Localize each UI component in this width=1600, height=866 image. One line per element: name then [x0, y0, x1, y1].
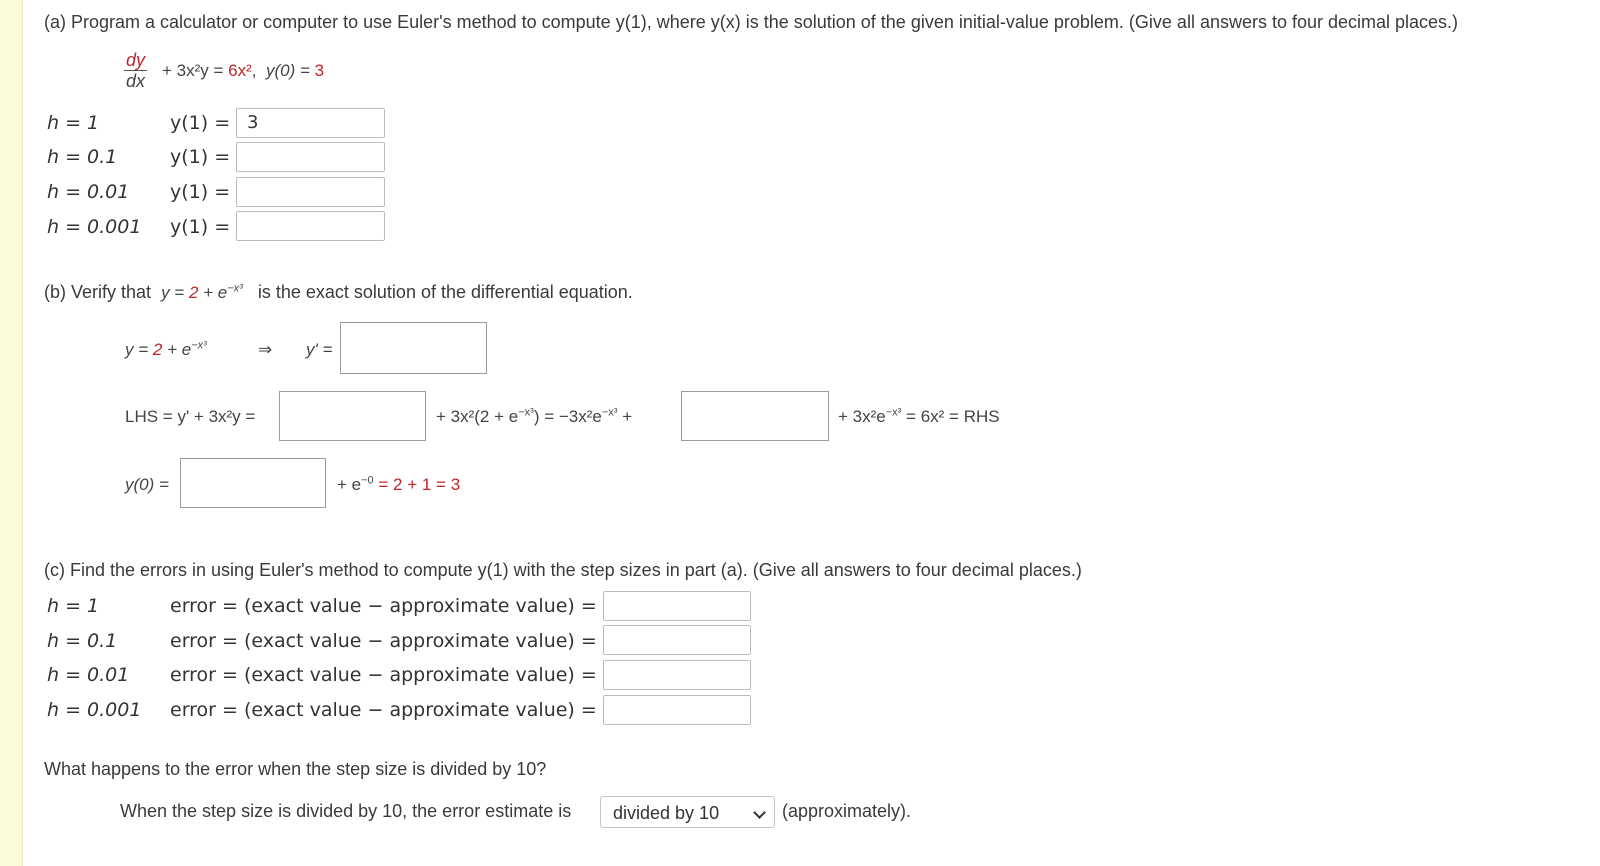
ode-equation: + 3x²y = 6x², y(0) = 3	[162, 61, 325, 80]
step-h1-label: h = 1	[47, 595, 100, 617]
step-h001-label: h = 0.01	[47, 181, 130, 203]
ode-rhs: 6x²	[228, 61, 252, 80]
y1-label: y(1) =	[170, 146, 231, 168]
fraction-denominator: dx	[126, 71, 146, 91]
error-answer-h1[interactable]	[603, 591, 751, 621]
chevron-down-icon	[753, 806, 766, 819]
lhs-middle-expression: + $3x^2(2 + e^{-x^3}) = -3x^2e^{-x^3}$ +	[436, 406, 633, 426]
y0-tail-expression: + $e^{-0} = 2 + 1 = 3$	[337, 474, 461, 494]
lhs-box-1[interactable]	[279, 391, 426, 441]
y0-answer-box[interactable]	[180, 458, 326, 508]
error-formula-label: error = (exact value − approximate value) =	[170, 664, 597, 686]
dy-dx-fraction	[124, 50, 147, 91]
part-b-question: (b) Verify that $y = 2 + e^{-x^3}$ is the exact solution of the differential equation.	[44, 282, 633, 302]
euler-answer-h01[interactable]	[236, 142, 385, 172]
step-h01-label: h = 0.1	[47, 146, 118, 168]
step-h0001-label: h = 0.001	[47, 699, 142, 721]
y1-label: y(1) =	[170, 181, 231, 203]
y0-label: y(0) =	[125, 475, 169, 494]
error-formula-label: error = (exact value − approximate value) =	[170, 595, 597, 617]
error-sentence-start: When the step size is divided by 10, the error estimate is	[120, 801, 572, 821]
exact-solution: $y = 2 + e^{-x^3}$	[161, 282, 243, 302]
error-answer-h001[interactable]	[603, 660, 751, 690]
implies-arrow: ⇒	[258, 340, 273, 359]
y1-label: y(1) =	[170, 216, 231, 238]
error-formula-label: error = (exact value − approximate value) =	[170, 630, 597, 652]
initial-condition-label: y(0) =	[265, 61, 315, 80]
euler-answer-h001[interactable]	[236, 177, 385, 207]
solution-expression: $y = 2 + e^{-x^3}$	[125, 339, 207, 359]
step-h0001-label: h = 0.001	[47, 216, 142, 238]
error-answer-h0001[interactable]	[603, 695, 751, 725]
step-h1-label: h = 1	[47, 112, 100, 134]
step-h01-label: h = 0.1	[47, 630, 118, 652]
y1-label: y(1) =	[170, 112, 231, 134]
fraction-numerator: dy	[126, 50, 146, 70]
lhs-end-expression: + $3x^2e^{-x^3} = 6x^2$ = RHS	[838, 406, 1000, 426]
error-estimate-select[interactable]: divided by 10	[600, 796, 775, 828]
part-a-question: (a) Program a calculator or computer to use Euler's method to compute y(1), where y(x) is the solution of the given initial-value problem. (Give all answers to four decimal places.)	[44, 12, 1459, 32]
error-behavior-question: What happens to the error when the step size is divided by 10?	[44, 759, 547, 779]
lhs-box-2[interactable]	[681, 391, 829, 441]
lhs-label: LHS = y' + 3x²y =	[125, 407, 256, 426]
initial-condition-value: 3	[314, 61, 325, 80]
step-h001-label: h = 0.01	[47, 664, 130, 686]
error-formula-label: error = (exact value − approximate value) =	[170, 699, 597, 721]
euler-answer-h1[interactable]: 3	[236, 108, 385, 138]
part-c-question: (c) Find the errors in using Euler's method to compute y(1) with the step sizes in part (a). (Give all answers to four decimal places.)	[44, 560, 1082, 580]
yprime-label: y' =	[306, 340, 333, 359]
euler-answer-h0001[interactable]	[236, 211, 385, 241]
error-answer-h01[interactable]	[603, 625, 751, 655]
left-margin-strip	[0, 0, 23, 866]
yprime-answer-box[interactable]	[340, 322, 487, 374]
error-sentence-end: (approximately).	[782, 801, 912, 821]
